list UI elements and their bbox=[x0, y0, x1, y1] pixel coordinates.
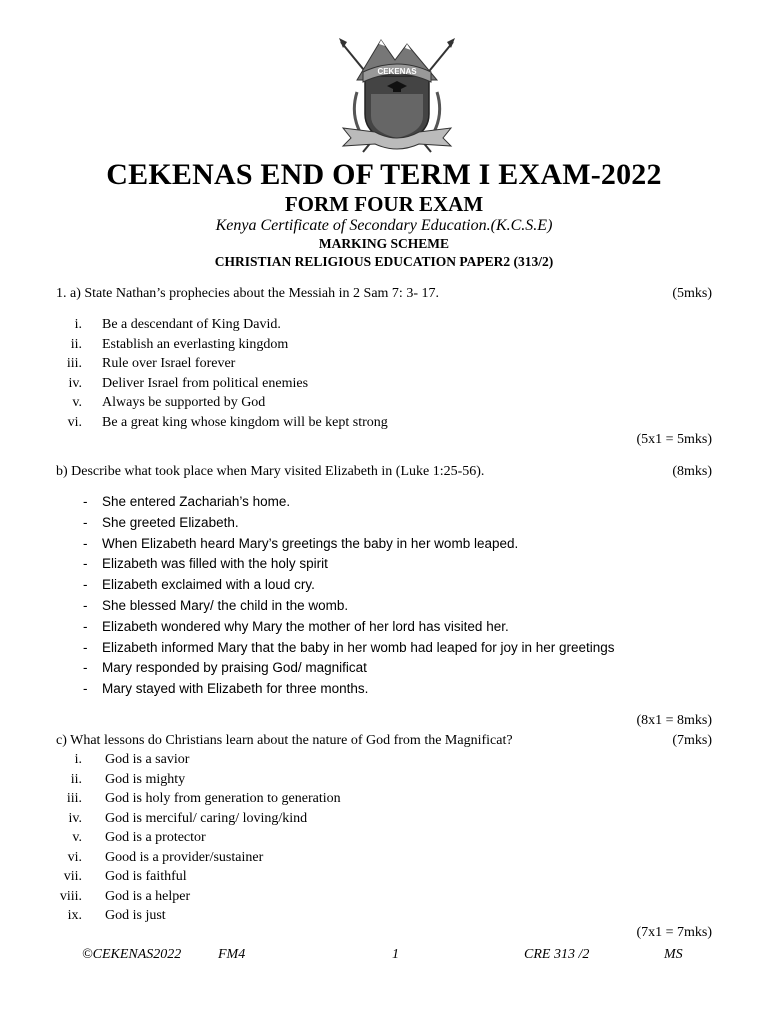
question-1a-text: 1. a) State Nathan’s prophecies about the Messiah in 2 Sam 7: 3- 17. bbox=[56, 286, 439, 301]
question-1c-text: c) What lessons do Christians learn about the nature of God from the Magnificat? bbox=[56, 733, 513, 748]
question-1a bbox=[56, 284, 712, 304]
question-1c bbox=[56, 731, 712, 751]
question-1c-total: (7x1 = 7mks) bbox=[636, 925, 712, 940]
question-1b bbox=[56, 462, 712, 482]
paper-heading: CHRISTIAN RELIGIOUS EDUCATION PAPER2 (313/2) bbox=[214, 254, 554, 269]
question-1a-marks: (5mks) bbox=[672, 286, 712, 301]
footer-copyright: ©CEKENAS2022 bbox=[82, 947, 182, 962]
footer-page-number: 1 bbox=[392, 947, 399, 962]
kcse-line: Kenya Certificate of Secondary Education.(K.C.S.E) bbox=[215, 217, 553, 234]
question-1c-marks: (7mks) bbox=[672, 733, 712, 748]
footer-paper-code: CRE 313 /2 bbox=[524, 947, 590, 962]
logo-name: CEKENAS bbox=[377, 67, 417, 76]
exam-subtitle: FORM FOUR EXAM bbox=[284, 192, 484, 216]
cekenas-crest-logo bbox=[335, 32, 459, 158]
question-1b-total: (8x1 = 8mks) bbox=[636, 713, 712, 728]
question-1b-text: b) Describe what took place when Mary visited Elizabeth in (Luke 1:25-56). bbox=[56, 464, 485, 479]
question-1a-total: (5x1 = 5mks) bbox=[636, 432, 712, 447]
footer-doc-type: MS bbox=[664, 947, 683, 962]
footer-form: FM4 bbox=[218, 947, 246, 962]
exam-title: CEKENAS END OF TERM I EXAM-2022 bbox=[106, 158, 662, 191]
marking-scheme-heading: MARKING SCHEME bbox=[318, 236, 450, 251]
question-1b-marks: (8mks) bbox=[672, 464, 712, 479]
